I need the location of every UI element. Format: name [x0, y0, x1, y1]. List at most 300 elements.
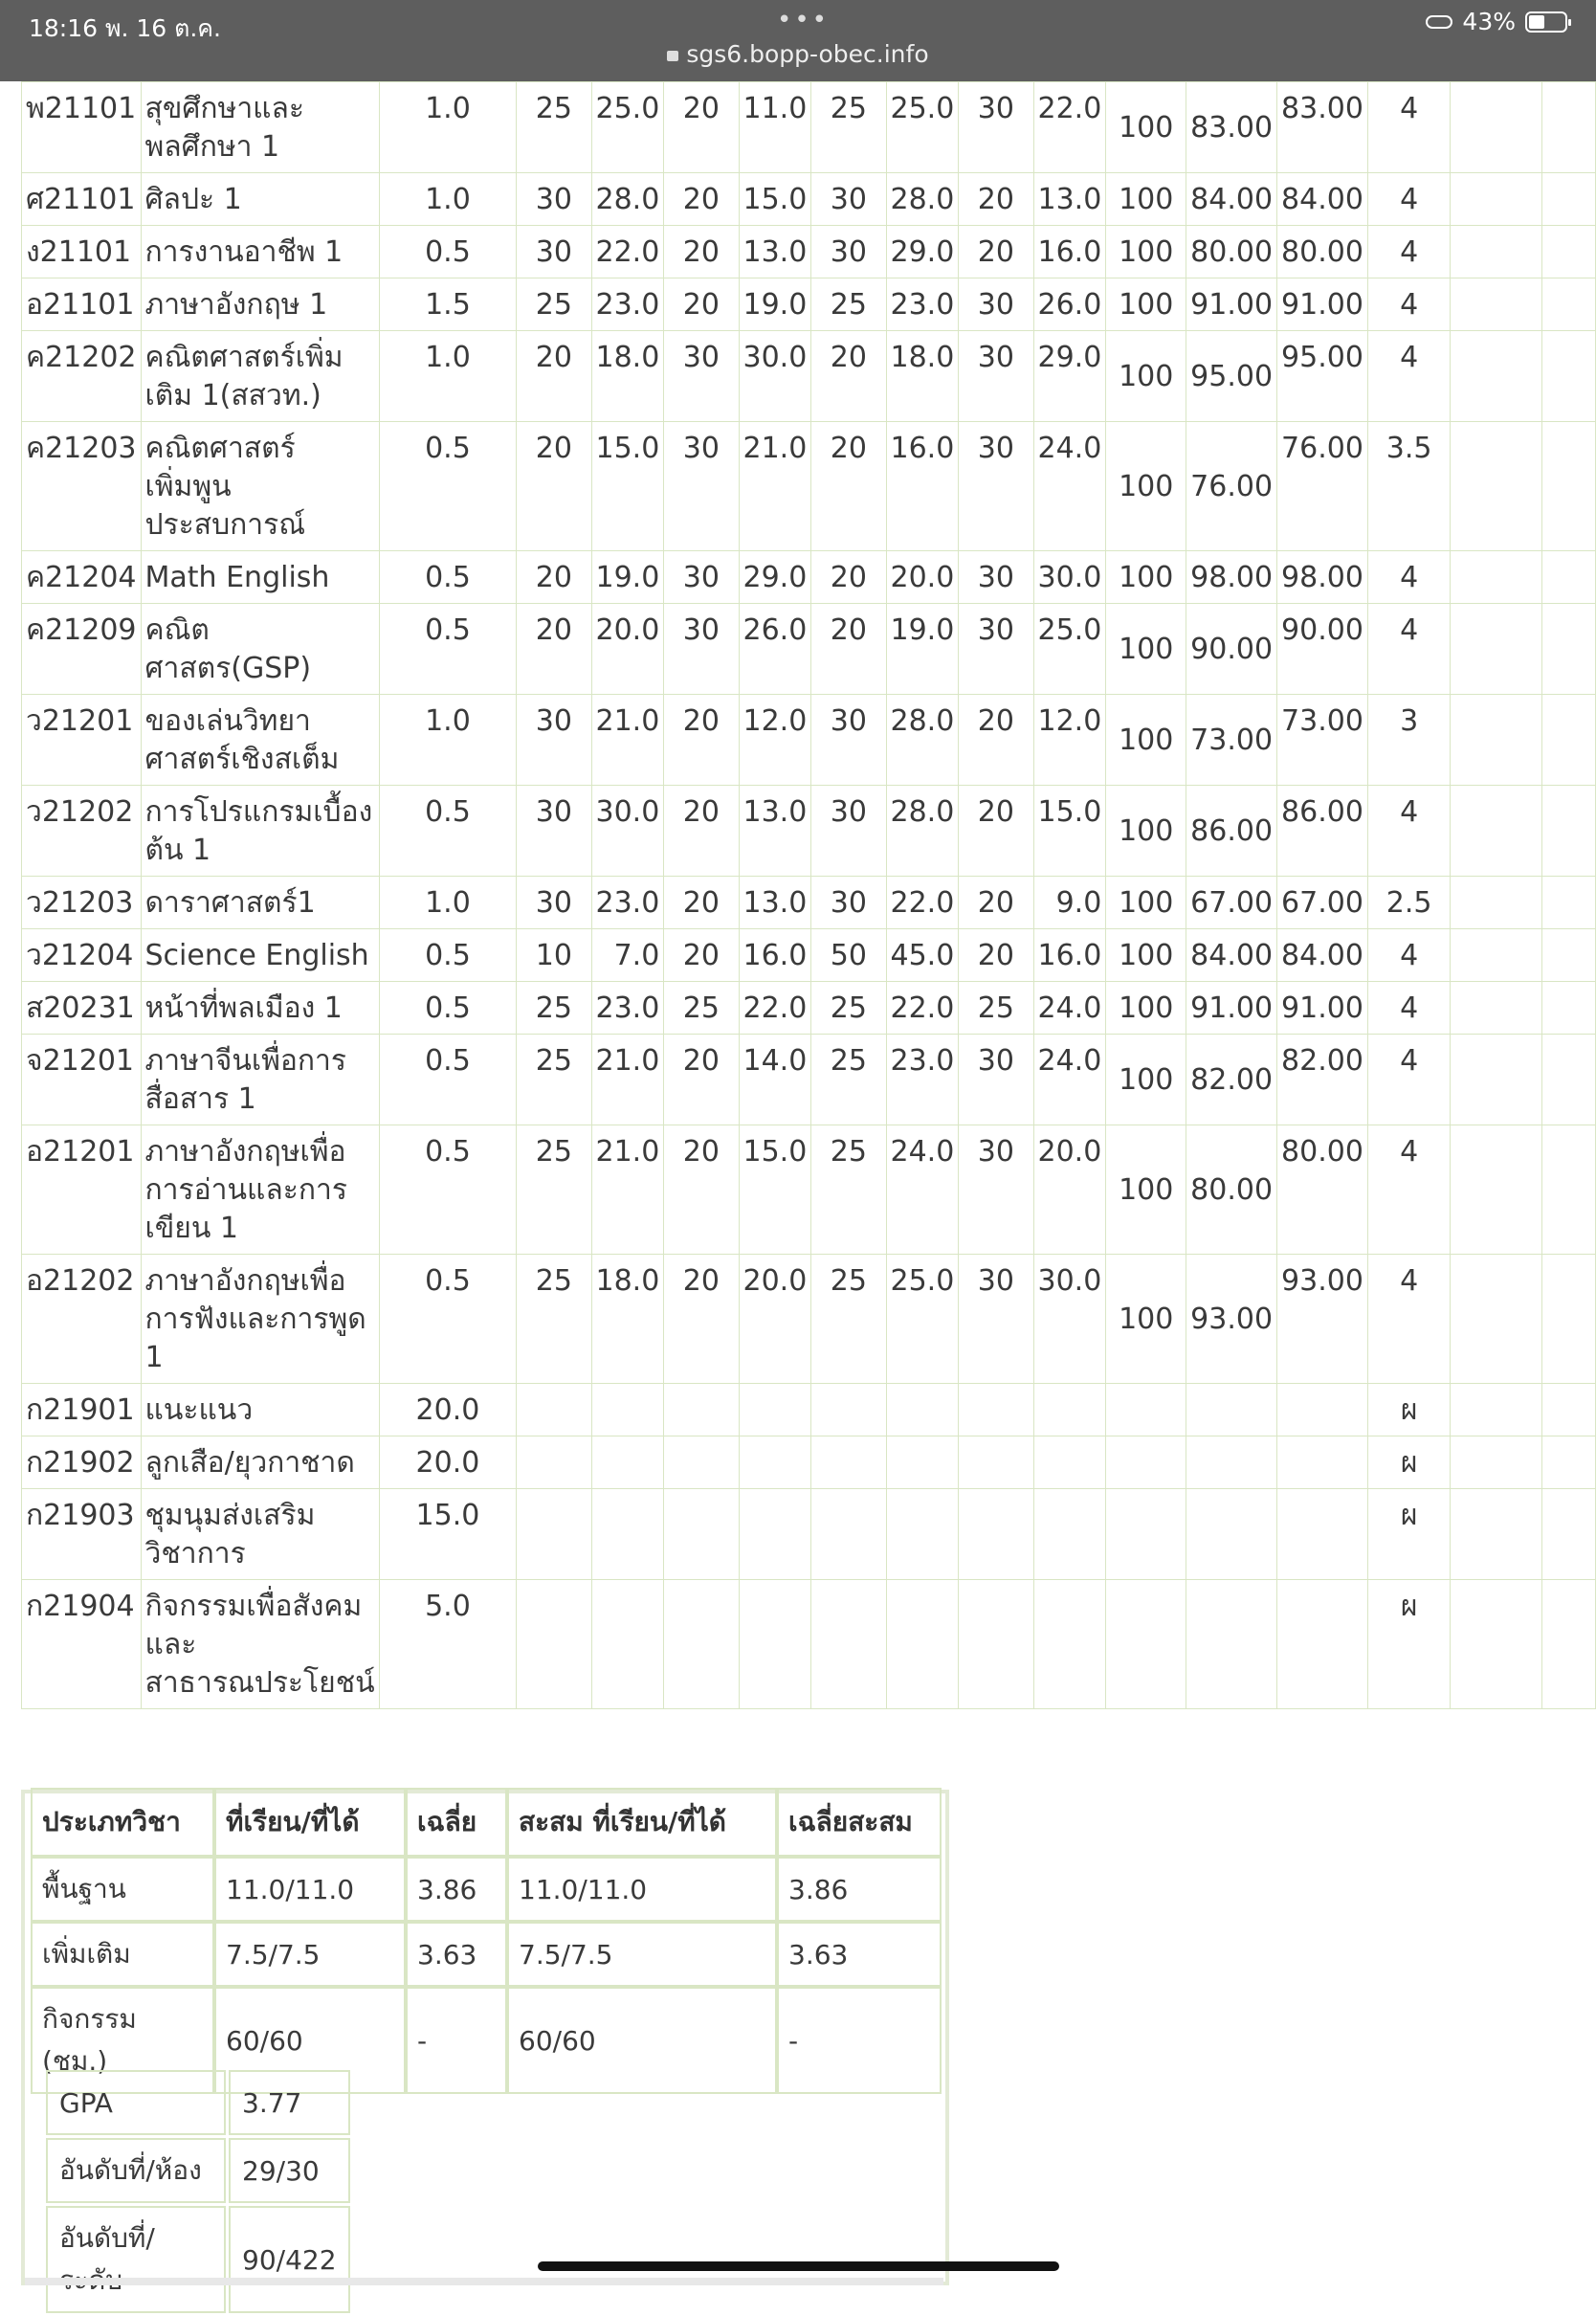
part2-score: 22.0 — [739, 982, 811, 1035]
part4-score: 13.0 — [1033, 173, 1106, 226]
part2-full: 30 — [664, 551, 739, 604]
full-score — [1106, 1489, 1186, 1580]
course-code: ค21203 — [22, 422, 142, 551]
grade: 4 — [1367, 278, 1450, 331]
part3-score: 29.0 — [886, 226, 959, 278]
level-rank-label: อันดับที่/ — [46, 2206, 226, 2313]
empty-cell — [1541, 877, 1595, 929]
part1-score: 21.0 — [591, 695, 664, 786]
part4-score: 9.0 — [1033, 877, 1106, 929]
part2-full: 20 — [664, 1035, 739, 1125]
part2-full: 30 — [664, 604, 739, 695]
empty-cell — [1541, 1125, 1595, 1255]
grade: 4 — [1367, 173, 1450, 226]
part2-score: 13.0 — [739, 877, 811, 929]
table-row — [22, 877, 1596, 929]
full-score: 100 — [1106, 173, 1186, 226]
part2-score — [739, 1384, 811, 1436]
empty-cell — [1541, 929, 1595, 982]
part1-score: 19.0 — [591, 551, 664, 604]
final-score — [1277, 1489, 1368, 1580]
course-code: ก21903 — [22, 1489, 142, 1580]
final-score — [1277, 1436, 1368, 1489]
summary-cell: 11.0/11.0 — [507, 1857, 777, 1922]
part2-score: 11.0 — [739, 82, 811, 173]
part2-score: 15.0 — [739, 173, 811, 226]
part1-full: 20 — [517, 422, 591, 551]
grades-table — [21, 81, 1596, 1709]
final-score: 76.00 — [1277, 422, 1368, 551]
course-code: พ21101 — [22, 82, 142, 173]
full-score: 100 — [1106, 82, 1186, 173]
empty-cell — [1451, 1580, 1541, 1709]
total-score — [1186, 1384, 1277, 1436]
part2-score — [739, 1489, 811, 1580]
empty-cell — [1541, 1255, 1595, 1384]
table-row — [22, 982, 1596, 1035]
course-code: ว21201 — [22, 695, 142, 786]
full-score: 100 — [1106, 695, 1186, 786]
part1-score — [591, 1384, 664, 1436]
part2-full: 20 — [664, 695, 739, 786]
empty-cell — [1541, 1489, 1595, 1580]
course-code: ส20231 — [22, 982, 142, 1035]
part1-full — [517, 1489, 591, 1580]
part2-score: 14.0 — [739, 1035, 811, 1125]
part4-full — [959, 1489, 1033, 1580]
full-score: 100 — [1106, 278, 1186, 331]
grade: 4 — [1367, 1255, 1450, 1384]
part2-score: 16.0 — [739, 929, 811, 982]
full-score: 100 — [1106, 226, 1186, 278]
grade: 4 — [1367, 551, 1450, 604]
gpa-value: 3.77 — [229, 2070, 350, 2135]
part3-full: 25 — [811, 1035, 886, 1125]
part2-full: 30 — [664, 422, 739, 551]
grade: 4 — [1367, 226, 1450, 278]
part2-score: 13.0 — [739, 226, 811, 278]
course-credit: 0.5 — [379, 1125, 517, 1255]
part1-full: 25 — [517, 1035, 591, 1125]
total-score: 91.00 — [1186, 278, 1277, 331]
empty-cell — [1451, 877, 1541, 929]
part4-full: 30 — [959, 1125, 1033, 1255]
part1-full: 20 — [517, 551, 591, 604]
course-name: การโปรแกรมเบื้องต้น 1 — [141, 786, 379, 877]
part1-full: 20 — [517, 331, 591, 422]
part2-full: 20 — [664, 226, 739, 278]
part1-score: 20.0 — [591, 604, 664, 695]
part3-score: 23.0 — [886, 278, 959, 331]
part2-full: 20 — [664, 877, 739, 929]
url-text: sgs6.bopp-obec.info — [686, 40, 929, 68]
summary-cell: 7.5/7.5 — [507, 1922, 777, 1987]
part4-full: 30 — [959, 278, 1033, 331]
course-name: ศิลปะ 1 — [141, 173, 379, 226]
url-bar[interactable] — [0, 40, 1596, 68]
status-time: 18:16 พ. 16 ต.ค. — [29, 14, 221, 42]
part2-full — [664, 1489, 739, 1580]
summary-header-row — [31, 1788, 942, 1857]
part4-score: 12.0 — [1033, 695, 1106, 786]
part2-full: 20 — [664, 1125, 739, 1255]
part1-full: 25 — [517, 1255, 591, 1384]
total-score: 91.00 — [1186, 982, 1277, 1035]
course-credit: 15.0 — [379, 1489, 517, 1580]
level-rank-value: 90/422 — [229, 2206, 350, 2313]
final-score: 91.00 — [1277, 278, 1368, 331]
course-credit: 1.5 — [379, 278, 517, 331]
course-code: อ21202 — [22, 1255, 142, 1384]
table-row — [22, 604, 1596, 695]
course-code: ก21904 — [22, 1580, 142, 1709]
part2-full — [664, 1580, 739, 1709]
full-score: 100 — [1106, 1255, 1186, 1384]
status-right — [1426, 8, 1567, 35]
summary-row — [31, 1922, 942, 1987]
part4-score — [1033, 1436, 1106, 1489]
part4-score: 16.0 — [1033, 226, 1106, 278]
browser-top-bar — [0, 0, 1596, 81]
part2-full: 20 — [664, 278, 739, 331]
part3-full: 25 — [811, 1125, 886, 1255]
total-score: 84.00 — [1186, 929, 1277, 982]
course-code: ว21202 — [22, 786, 142, 877]
course-credit: 20.0 — [379, 1436, 517, 1489]
empty-cell — [1451, 695, 1541, 786]
part1-score — [591, 1436, 664, 1489]
final-score: 86.00 — [1277, 786, 1368, 877]
part3-score: 20.0 — [886, 551, 959, 604]
total-score: 98.00 — [1186, 551, 1277, 604]
part4-score: 30.0 — [1033, 551, 1106, 604]
table-row — [22, 1125, 1596, 1255]
course-name: คณิตศาสตร์เพิ่มพูนประสบการณ์ — [141, 422, 379, 551]
part1-full — [517, 1580, 591, 1709]
part1-score: 25.0 — [591, 82, 664, 173]
part3-full: 20 — [811, 604, 886, 695]
final-score — [1277, 1580, 1368, 1709]
part3-full: 25 — [811, 82, 886, 173]
part3-score — [886, 1580, 959, 1709]
part1-score: 7.0 — [591, 929, 664, 982]
level-rank-row — [46, 2206, 350, 2313]
summary-table — [31, 1788, 942, 2094]
empty-cell — [1541, 1035, 1595, 1125]
part3-full: 30 — [811, 226, 886, 278]
part3-score: 45.0 — [886, 929, 959, 982]
part3-full — [811, 1489, 886, 1580]
part4-full: 20 — [959, 226, 1033, 278]
empty-cell — [1451, 1125, 1541, 1255]
final-score: 84.00 — [1277, 929, 1368, 982]
final-score: 84.00 — [1277, 173, 1368, 226]
summary-cell: 7.5/7.5 — [214, 1922, 406, 1987]
total-score: 73.00 — [1186, 695, 1277, 786]
part4-full: 30 — [959, 422, 1033, 551]
part2-score: 26.0 — [739, 604, 811, 695]
table-row — [22, 331, 1596, 422]
part1-score: 18.0 — [591, 1255, 664, 1384]
course-code: ว21204 — [22, 929, 142, 982]
part4-score: 15.0 — [1033, 786, 1106, 877]
home-indicator[interactable] — [538, 2261, 1059, 2271]
empty-cell — [1541, 82, 1595, 173]
empty-cell — [1451, 929, 1541, 982]
course-name: Math English — [141, 551, 379, 604]
summary-cell: 3.86 — [406, 1857, 507, 1922]
course-credit: 0.5 — [379, 551, 517, 604]
part2-full: 20 — [664, 929, 739, 982]
summary-header-cell: ประเภทวิชา — [31, 1788, 214, 1857]
part4-full: 25 — [959, 982, 1033, 1035]
part3-score: 28.0 — [886, 173, 959, 226]
part3-score: 16.0 — [886, 422, 959, 551]
course-credit: 5.0 — [379, 1580, 517, 1709]
part4-score: 16.0 — [1033, 929, 1106, 982]
empty-cell — [1451, 604, 1541, 695]
part2-score: 15.0 — [739, 1125, 811, 1255]
part4-score: 24.0 — [1033, 982, 1106, 1035]
table-row — [22, 695, 1596, 786]
part2-full: 20 — [664, 82, 739, 173]
full-score — [1106, 1436, 1186, 1489]
course-name: ของเล่นวิทยาศาสตร์เชิงสเต็ม — [141, 695, 379, 786]
part1-full — [517, 1384, 591, 1436]
summary-header-cell: เฉลี่ย — [406, 1788, 507, 1857]
course-credit: 1.0 — [379, 82, 517, 173]
course-code: อ21201 — [22, 1125, 142, 1255]
course-code: ก21902 — [22, 1436, 142, 1489]
course-code: ค21202 — [22, 331, 142, 422]
summary-cell: - — [406, 1987, 507, 2094]
part1-full: 25 — [517, 1125, 591, 1255]
course-name: กิจกรรมเพื่อสังคมและสาธารณประโยชน์ — [141, 1580, 379, 1709]
final-score: 73.00 — [1277, 695, 1368, 786]
course-credit: 20.0 — [379, 1384, 517, 1436]
total-score: 86.00 — [1186, 786, 1277, 877]
part3-score: 28.0 — [886, 695, 959, 786]
part4-score: 24.0 — [1033, 422, 1106, 551]
part1-score — [591, 1489, 664, 1580]
empty-cell — [1451, 1436, 1541, 1489]
part2-score: 29.0 — [739, 551, 811, 604]
part1-full — [517, 1436, 591, 1489]
final-score: 95.00 — [1277, 331, 1368, 422]
class-rank-row — [46, 2138, 350, 2203]
empty-cell — [1451, 226, 1541, 278]
grade: 3 — [1367, 695, 1450, 786]
summary-cell: 11.0/11.0 — [214, 1857, 406, 1922]
course-credit: 1.0 — [379, 695, 517, 786]
full-score: 100 — [1106, 1125, 1186, 1255]
table-row — [22, 1384, 1596, 1436]
summary-header-cell: ที่เรียน/ที่ได้ — [214, 1788, 406, 1857]
full-score: 100 — [1106, 331, 1186, 422]
part4-score — [1033, 1384, 1106, 1436]
course-credit: 0.5 — [379, 929, 517, 982]
part4-full: 20 — [959, 173, 1033, 226]
total-score: 80.00 — [1186, 226, 1277, 278]
empty-cell — [1541, 173, 1595, 226]
total-score: 80.00 — [1186, 1125, 1277, 1255]
empty-cell — [1541, 982, 1595, 1035]
part2-score — [739, 1436, 811, 1489]
table-row — [22, 551, 1596, 604]
table-row — [22, 929, 1596, 982]
summary-cell: - — [777, 1987, 942, 2094]
summary-cell: 3.63 — [406, 1922, 507, 1987]
summary-header-cell: เฉลี่ยสะสม — [777, 1788, 942, 1857]
total-score: 90.00 — [1186, 604, 1277, 695]
empty-cell — [1541, 278, 1595, 331]
course-credit: 0.5 — [379, 1255, 517, 1384]
final-score: 82.00 — [1277, 1035, 1368, 1125]
part3-score: 25.0 — [886, 1255, 959, 1384]
gpa-row — [46, 2070, 350, 2135]
part4-full: 20 — [959, 929, 1033, 982]
final-score: 98.00 — [1277, 551, 1368, 604]
part3-full: 30 — [811, 786, 886, 877]
course-name: หน้าที่พลเมือง 1 — [141, 982, 379, 1035]
final-score: 80.00 — [1277, 226, 1368, 278]
summary-cell: 3.63 — [777, 1922, 942, 1987]
empty-cell — [1451, 82, 1541, 173]
grade: ผ — [1367, 1384, 1450, 1436]
table-row — [22, 1436, 1596, 1489]
part3-score: 18.0 — [886, 331, 959, 422]
course-name: ดาราศาสตร์1 — [141, 877, 379, 929]
grade: 4 — [1367, 929, 1450, 982]
part1-full: 30 — [517, 695, 591, 786]
summary-row — [31, 1857, 942, 1922]
summary-cell: 3.86 — [777, 1857, 942, 1922]
empty-cell — [1541, 1384, 1595, 1436]
part1-full: 30 — [517, 877, 591, 929]
course-credit: 0.5 — [379, 226, 517, 278]
part1-score: 23.0 — [591, 278, 664, 331]
final-score — [1277, 1384, 1368, 1436]
part3-full: 25 — [811, 278, 886, 331]
part3-full: 25 — [811, 1255, 886, 1384]
part1-full: 25 — [517, 278, 591, 331]
grade: 4 — [1367, 982, 1450, 1035]
gpa-label: GPA — [46, 2070, 226, 2135]
part3-score — [886, 1384, 959, 1436]
part4-full: 30 — [959, 82, 1033, 173]
empty-cell — [1541, 331, 1595, 422]
course-name: Science English — [141, 929, 379, 982]
part4-full — [959, 1580, 1033, 1709]
empty-cell — [1541, 786, 1595, 877]
part1-score: 23.0 — [591, 982, 664, 1035]
part1-score: 15.0 — [591, 422, 664, 551]
course-code: จ21201 — [22, 1035, 142, 1125]
course-name: ชุมนุมส่งเสริมวิชาการ — [141, 1489, 379, 1580]
grade: 4 — [1367, 82, 1450, 173]
total-score: 82.00 — [1186, 1035, 1277, 1125]
course-name: ลูกเสือ/ยุวกาชาด — [141, 1436, 379, 1489]
empty-cell — [1451, 1035, 1541, 1125]
final-score: 67.00 — [1277, 877, 1368, 929]
part1-score: 21.0 — [591, 1035, 664, 1125]
final-score: 91.00 — [1277, 982, 1368, 1035]
part2-score: 21.0 — [739, 422, 811, 551]
part4-score: 29.0 — [1033, 331, 1106, 422]
battery-icon — [1525, 11, 1567, 33]
grade: ผ — [1367, 1489, 1450, 1580]
class-rank-label: อันดับที่/ห้อง — [46, 2138, 226, 2203]
part4-score: 20.0 — [1033, 1125, 1106, 1255]
class-rank-value: 29/30 — [229, 2138, 350, 2203]
part1-full: 25 — [517, 982, 591, 1035]
part3-score: 23.0 — [886, 1035, 959, 1125]
empty-cell — [1451, 1384, 1541, 1436]
total-score — [1186, 1489, 1277, 1580]
part3-score: 22.0 — [886, 877, 959, 929]
part2-full: 20 — [664, 786, 739, 877]
part3-score: 19.0 — [886, 604, 959, 695]
grade: 4 — [1367, 786, 1450, 877]
part2-score: 19.0 — [739, 278, 811, 331]
course-credit: 1.0 — [379, 173, 517, 226]
total-score: 93.00 — [1186, 1255, 1277, 1384]
part1-score: 22.0 — [591, 226, 664, 278]
full-score: 100 — [1106, 786, 1186, 877]
total-score: 67.00 — [1186, 877, 1277, 929]
part3-full — [811, 1384, 886, 1436]
course-name: สุขศึกษาและพลศึกษา 1 — [141, 82, 379, 173]
empty-cell — [1541, 226, 1595, 278]
final-score: 90.00 — [1277, 604, 1368, 695]
total-score: 95.00 — [1186, 331, 1277, 422]
part1-full: 30 — [517, 786, 591, 877]
course-credit: 1.0 — [379, 331, 517, 422]
course-credit: 0.5 — [379, 786, 517, 877]
course-credit: 0.5 — [379, 604, 517, 695]
part2-full: 20 — [664, 173, 739, 226]
part3-score: 25.0 — [886, 82, 959, 173]
full-score: 100 — [1106, 604, 1186, 695]
table-row — [22, 1580, 1596, 1709]
total-score — [1186, 1580, 1277, 1709]
empty-cell — [1541, 695, 1595, 786]
full-score: 100 — [1106, 1035, 1186, 1125]
part3-score: 22.0 — [886, 982, 959, 1035]
course-name: ภาษาอังกฤษ 1 — [141, 278, 379, 331]
part4-full: 30 — [959, 1035, 1033, 1125]
grade: 3.5 — [1367, 422, 1450, 551]
part4-full: 30 — [959, 1255, 1033, 1384]
part3-full — [811, 1436, 886, 1489]
table-row — [22, 786, 1596, 877]
part4-full: 20 — [959, 877, 1033, 929]
scroll-strip — [25, 2278, 943, 2285]
full-score: 100 — [1106, 422, 1186, 551]
part3-full: 30 — [811, 877, 886, 929]
empty-cell — [1451, 551, 1541, 604]
empty-cell — [1451, 982, 1541, 1035]
final-score: 80.00 — [1277, 1125, 1368, 1255]
more-dots-icon[interactable]: ••• — [777, 6, 831, 34]
part1-score — [591, 1580, 664, 1709]
part4-score: 25.0 — [1033, 604, 1106, 695]
part4-score — [1033, 1489, 1106, 1580]
course-name: แนะแนว — [141, 1384, 379, 1436]
final-score: 93.00 — [1277, 1255, 1368, 1384]
part4-full — [959, 1436, 1033, 1489]
total-score — [1186, 1436, 1277, 1489]
